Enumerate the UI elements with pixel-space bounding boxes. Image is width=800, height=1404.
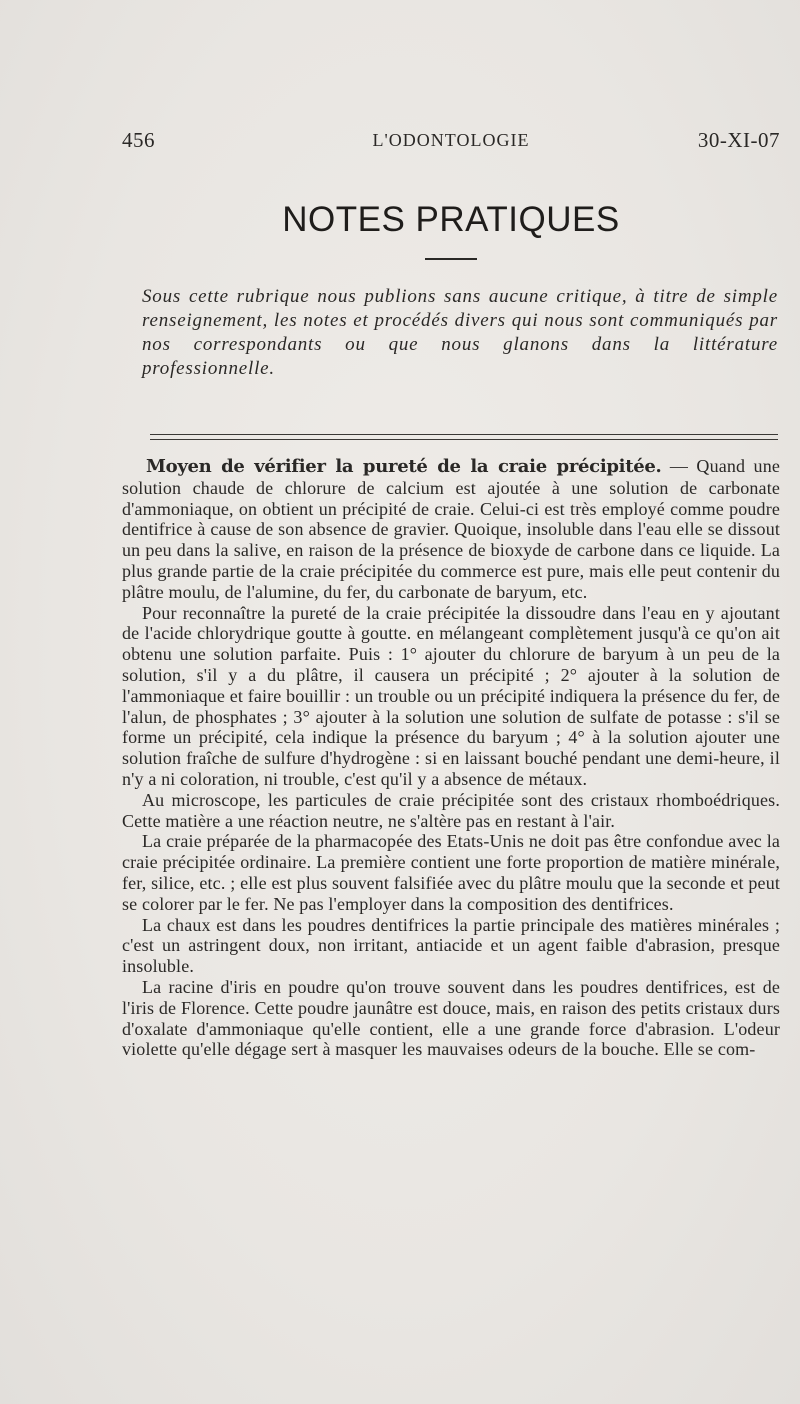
article-paragraph: La craie préparée de la pharmacopée des Etats-Unis ne doit pas être confondue avec la craie précipitée ordinaire. La première contient une forte proportion de matière minérale, fer, silice, etc. ; elle est plus souvent falsifiée avec du plâtre moulu que la seconde et peut se colorer par le fer. Ne pas l'employer dans la composition des dentifrices. — [122, 831, 780, 914]
intro-paragraph: Sous cette rubrique nous publions sans aucune critique, à titre de simple renseignement, les notes et procédés divers qui nous sont communiqués par nos correspondants ou que nous glanons dans la littérature professionnelle. — [142, 286, 778, 379]
running-header — [122, 128, 780, 156]
article-body — [122, 456, 780, 1060]
journal-title: L'ODONTOLOGIE — [372, 130, 530, 150]
article-paragraph: Au microscope, les particules de craie précipitée sont des cristaux rhomboédriques. Cette matière a une réaction neutre, ne s'altère pas en restant à l'air. — [122, 789, 780, 831]
section-heading: NOTES PRATIQUES — [282, 200, 620, 239]
article-paragraph: Pour reconnaître la pureté de la craie précipitée la dissoudre dans l'eau en y ajoutant de l'acide chlorydrique goutte à goutte. en mélangeant complètement jusqu'à ce qu'on ait obtenu une solution parfaite. Puis : 1° ajouter du chlorure de baryum à un peu de la solution, s'il y a du plâtre, il causera un précipité ; 2° ajouter à la solution de l'ammoniaque et faire bouillir : un trouble ou un précipité indiquera la présence du fer, de l'alun, de phosphates ; 3° ajouter à la solution une solution de sulfate de potasse : s'il se forme un précipité, cela indique la présence du baryum ; 4° à la solution ajouter une solution fraîche de sulfure d'hydrogène : si en laissant bouché pendant une demi-heure, il n'y a ni coloration, ni trouble, c'est qu'il y a absence de métaux. — [122, 602, 780, 789]
article-paragraph-text: — Quand une solution chaude de chlorure de calcium est ajoutée à une solution de carbonate d'ammoniaque, on obtient un précipité de craie. Celui-ci est très employé comme poudre dentifrice à cause de son absence de gravier. Quoique, insoluble dans l'eau elle se dissout un peu dans la salive, en raison de la présence de bioxyde de carbone dans ce liquide. La plus grande partie de la craie précipitée du commerce est pure, mais elle peut contenir du plâtre moulu, de l'alumine, du fer, du carbonate de baryum, etc. — [122, 456, 780, 602]
title-underline — [425, 258, 477, 260]
article-paragraph — [122, 456, 780, 603]
article-paragraph: La chaux est dans les poudres dentifrices la partie principale des matières minérales ; c'est un astringent doux, non irritant, antiacide et un agent faible d'abrasion, presque insoluble. — [122, 914, 780, 977]
double-rule-divider — [150, 434, 778, 440]
article-title: Moyen de vérifier la pureté de la craie précipitée. — [146, 456, 662, 477]
page-number: 456 — [122, 128, 155, 152]
article-paragraph: La racine d'iris en poudre qu'on trouve souvent dans les poudres dentifrices, est de l'iris de Florence. Cette poudre jaunâtre est douce, mais, en raison des petits cristaux durs d'oxalate d'ammoniaque qu'elle contient, elle a une grande force d'abrasion. L'odeur violette qu'elle dégage sert à masquer les mauvaises odeurs de la bouche. Elle se com- — [122, 976, 780, 1060]
issue-date: 30-XI-07 — [697, 128, 780, 152]
